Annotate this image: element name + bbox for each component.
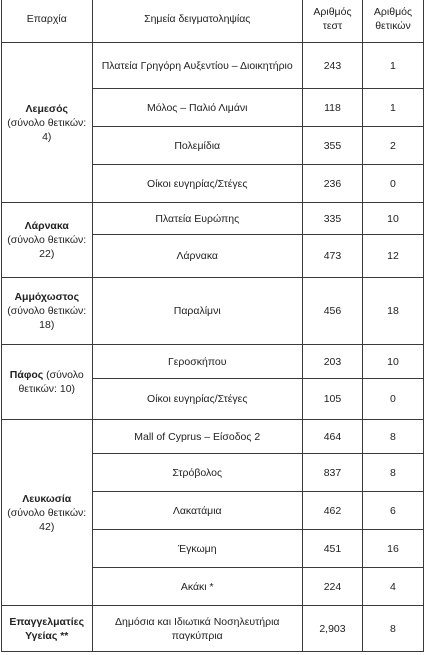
province-cell-famagusta: [2, 278, 93, 345]
tests-count: 464: [302, 420, 362, 454]
tests-count: 473: [302, 235, 362, 278]
sampling-point: Πλατεία Γρηγόρη Αυξεντίου – Διοικητήριο: [92, 43, 302, 89]
province-cell-limassol: [2, 43, 93, 203]
province-cell-larnaca: [2, 203, 93, 278]
table-row: [2, 278, 424, 345]
positives-count: 8: [362, 420, 423, 454]
sampling-point: Δημόσια και Ιδιωτικά Νοσηλευτήρια παγκύπρια: [92, 606, 302, 652]
table-row: [2, 345, 424, 379]
positives-count: 0: [362, 379, 423, 420]
sampling-point: Γεροσκήπου: [92, 345, 302, 379]
header-sampling-points: Σημεία δειγματοληψίας: [92, 0, 302, 43]
sampling-point: Πλατεία Ευρώπης: [92, 203, 302, 235]
positives-count: 0: [362, 165, 423, 203]
province-name: Λάρνακα: [24, 220, 69, 232]
header-positives: Αριθμός θετικών: [362, 0, 423, 43]
province-total: (σύνολο θετικών: 4): [7, 116, 87, 143]
sampling-point: Μόλος – Παλιό Λιμάνι: [92, 89, 302, 127]
positives-count: 16: [362, 530, 423, 568]
tests-count: 118: [302, 89, 362, 127]
sampling-point: Mall of Cyprus – Είσοδος 2: [92, 420, 302, 454]
positives-count: 6: [362, 492, 423, 530]
positives-count: 1: [362, 43, 423, 89]
table-row: [2, 420, 424, 454]
province-cell-nicosia: [2, 420, 93, 606]
tests-count: 335: [302, 203, 362, 235]
province-total: (σύνολο θετικών: 42): [7, 506, 87, 533]
province-name: Λευκωσία: [22, 492, 72, 505]
sampling-point: Ακάκι *: [92, 568, 302, 606]
positives-count: 8: [362, 454, 423, 492]
tests-count: 456: [302, 278, 362, 345]
testing-results-table: [1, 0, 424, 652]
positives-count: 2: [362, 127, 423, 165]
sampling-point: Λάρνακα: [92, 235, 302, 278]
tests-count: 236: [302, 165, 362, 203]
positives-count: 10: [362, 203, 423, 235]
positives-count: 8: [362, 606, 423, 652]
province-total: (σύνολο θετικών: 10): [18, 369, 84, 395]
tests-count: 837: [302, 454, 362, 492]
tests-count: 2,903: [302, 606, 362, 652]
positives-count: 18: [362, 278, 423, 345]
province-name: Λεμεσός: [25, 102, 68, 115]
sampling-point: Λακατάμια: [92, 492, 302, 530]
table-row: [2, 203, 424, 235]
tests-count: 355: [302, 127, 362, 165]
sampling-point: Πολεμίδια: [92, 127, 302, 165]
province-cell-paphos: [2, 345, 93, 420]
province-name: Επαγγελματίες Υγείας **: [9, 615, 85, 642]
header-tests: Αριθμός τεστ: [302, 0, 362, 43]
province-name: Πάφος: [9, 369, 44, 381]
sampling-point: Παραλίμνι: [92, 278, 302, 345]
positives-count: 10: [362, 345, 423, 379]
tests-count: 224: [302, 568, 362, 606]
province-name: Αμμόχωστος: [14, 291, 80, 303]
province-cell-health-professionals: [2, 606, 93, 652]
tests-count: 203: [302, 345, 362, 379]
table-row: [2, 606, 424, 652]
province-total: (σύνολο θετικών: 18): [7, 305, 87, 331]
sampling-point: Έγκωμη: [92, 530, 302, 568]
table-header-row: [2, 0, 424, 43]
tests-count: 451: [302, 530, 362, 568]
tests-count: 243: [302, 43, 362, 89]
positives-count: 12: [362, 235, 423, 278]
positives-count: 1: [362, 89, 423, 127]
sampling-point: Οίκοι ευγηρίας/Στέγες: [92, 165, 302, 203]
sampling-point: Οίκοι ευγηρίας/Στέγες: [92, 379, 302, 420]
tests-count: 105: [302, 379, 362, 420]
header-province: Επαρχία: [2, 0, 93, 43]
sampling-point: Στρόβολος: [92, 454, 302, 492]
table-row: [2, 43, 424, 89]
positives-count: 4: [362, 568, 423, 606]
tests-count: 462: [302, 492, 362, 530]
province-total: (σύνολο θετικών: 22): [7, 234, 87, 260]
